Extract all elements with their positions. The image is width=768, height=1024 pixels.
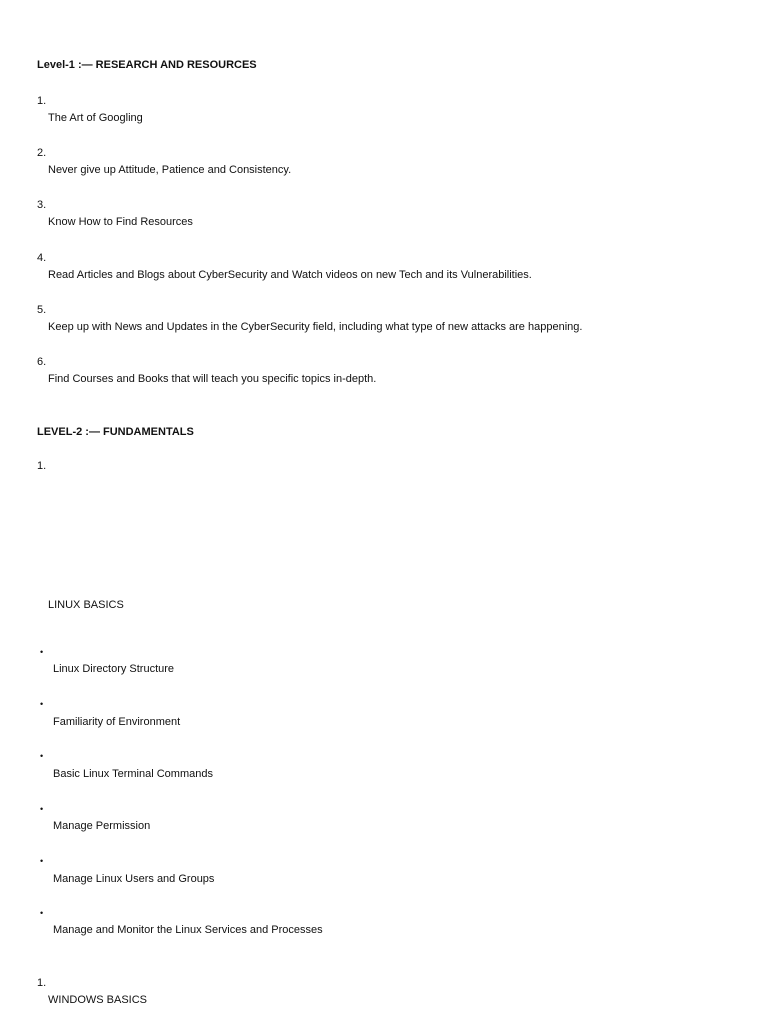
list-item-number: 1. [37,95,47,107]
bullet-item-text: Linux Directory Structure [53,663,175,675]
list-item-text: Know How to Find Resources [48,216,193,228]
bullet-icon: • [40,751,44,761]
level-1-heading: Level-1 :— RESEARCH AND RESOURCES [37,59,257,71]
bullet-icon: • [40,699,44,709]
list-item-text: Read Articles and Blogs about CyberSecurity and Watch videos on new Tech and its Vulnerabilities. [48,269,532,281]
list-item-text: Keep up with News and Updates in the CyberSecurity field, including what type of new attacks are happening. [48,321,583,333]
bullet-item-text: Manage Permission [53,820,151,832]
list-item-text: Never give up Attitude, Patience and Consistency. [48,164,292,176]
level-2-heading: LEVEL-2 :— FUNDAMENTALS [37,426,194,438]
bullet-item-text: Manage and Monitor the Linux Services and Processes [53,924,323,936]
list-item-number: 6. [37,356,47,368]
list-item-number: 2. [37,147,47,159]
windows-section-number: 1. [37,977,47,989]
linux-section-title: LINUX BASICS [48,599,124,611]
bullet-icon: • [40,647,44,657]
list-item-number: 4. [37,252,47,264]
bullet-item-text: Basic Linux Terminal Commands [53,768,213,780]
linux-section-number: 1. [37,460,47,472]
list-item-number: 5. [37,304,47,316]
bullet-item-text: Familiarity of Environment [53,716,181,728]
windows-section-title: WINDOWS BASICS [48,994,148,1006]
bullet-icon: • [40,856,44,866]
bullet-item-text: Manage Linux Users and Groups [53,873,215,885]
list-item-text: The Art of Googling [48,112,143,124]
list-item-text: Find Courses and Books that will teach you specific topics in-depth. [48,373,377,385]
list-item-number: 3. [37,199,47,211]
bullet-icon: • [40,908,44,918]
bullet-icon: • [40,804,44,814]
